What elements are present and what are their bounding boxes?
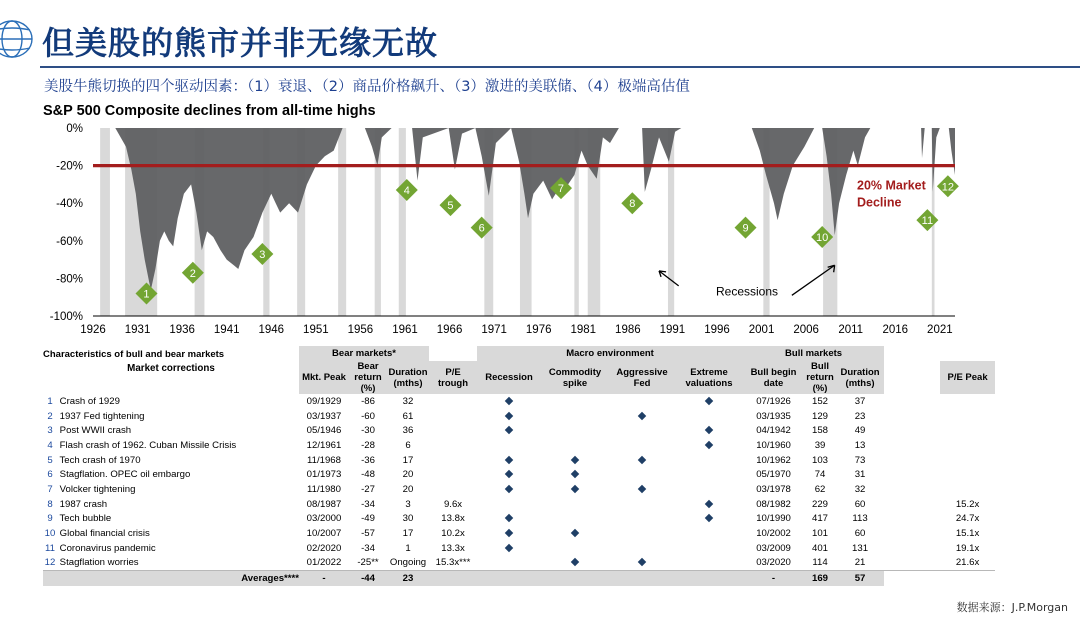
x-tick-label: 1931 [124, 324, 151, 336]
bear-duration-cell: 61 [402, 410, 414, 422]
avg-bear-return-cell: -44 [349, 571, 387, 586]
recession-cell [477, 394, 541, 409]
bear-return-cell: -25** [349, 556, 387, 571]
bull-begin-cell: 03/1978 [756, 483, 791, 495]
x-tick-label: 1991 [659, 324, 686, 336]
correction-name: 2 1937 Fed tightening [47, 410, 145, 422]
fed-cell [609, 423, 675, 438]
pe-peak-cell [940, 467, 995, 482]
mkt-peak-cell: 01/2022 [299, 556, 349, 571]
bull-duration-cell: 13 [854, 439, 866, 451]
x-tick-label: 2021 [927, 324, 953, 336]
bull-begin-cell: 08/1982 [756, 498, 791, 510]
commodity-cell [541, 541, 609, 556]
diamond-marker [705, 514, 713, 522]
page-title: 但美股的熊市并非无缘无故 [42, 24, 439, 62]
x-tick-label: 1936 [169, 324, 195, 336]
commodity-cell [541, 467, 609, 482]
fed-cell [609, 482, 675, 497]
diamond-marker [638, 485, 646, 493]
valuation-cell [675, 409, 743, 424]
spacer-cell [884, 497, 940, 512]
col-bull-duration: Duration (mths) [836, 361, 884, 394]
pe-peak-cell [940, 409, 995, 424]
diamond-marker [705, 426, 713, 434]
fed-cell [609, 467, 675, 482]
commodity-cell [541, 482, 609, 497]
diamond-marker [705, 499, 713, 507]
y-tick-label: -60% [56, 235, 83, 248]
event-marker-label: 3 [259, 248, 266, 261]
diamond-marker [571, 470, 579, 478]
y-tick-label: -100% [49, 311, 83, 323]
recession-band [399, 128, 406, 316]
pe-trough-cell: 9.6x [443, 498, 463, 510]
source-note: 数据来源：J.P.Morgan [956, 601, 1068, 614]
x-tick-label: 1981 [570, 324, 597, 336]
col-bear-return: Bear return (%) [349, 361, 387, 394]
x-tick-label: 1996 [704, 324, 730, 336]
diamond-marker [505, 397, 513, 405]
col-mkt-peak: Mkt. Peak [299, 361, 349, 394]
diamond-marker [571, 485, 579, 493]
bull-bear-table [43, 346, 995, 586]
diamond-marker [638, 455, 646, 463]
diamond-marker [571, 455, 579, 463]
commodity-cell [541, 394, 609, 409]
commodity-cell [541, 409, 609, 424]
bear-markets-group-header: Bear markets* [299, 346, 429, 361]
mkt-peak-cell: 12/1961 [306, 439, 342, 451]
y-tick-label: 0% [66, 123, 83, 135]
x-tick-label: 1966 [436, 324, 463, 336]
averages-label: Averages**** [43, 571, 299, 586]
recession-cell [477, 526, 541, 541]
bull-return-cell: 401 [812, 542, 829, 554]
event-marker-label: 1 [143, 288, 150, 301]
x-tick-label: 2001 [748, 324, 775, 336]
bull-return-cell: 229 [812, 498, 829, 510]
event-marker-label: 6 [478, 222, 485, 235]
valuation-cell [675, 512, 743, 527]
bull-begin-cell: 04/1942 [756, 425, 791, 437]
avg-bull-return-cell: 169 [804, 571, 836, 586]
bear-return-cell: -57 [361, 528, 375, 540]
recession-cell [477, 453, 541, 468]
bull-return-cell: 62 [814, 483, 826, 495]
mkt-peak-cell: 03/2000 [306, 513, 342, 525]
bull-return-cell: 417 [812, 513, 829, 525]
bear-duration-cell: 20 [402, 483, 414, 495]
commodity-cell [541, 438, 609, 453]
x-tick-label: 1946 [258, 324, 285, 336]
event-marker-label: 10 [816, 232, 829, 245]
avg-empty-cell [675, 571, 743, 586]
bear-duration-cell: 36 [402, 425, 414, 437]
pe-trough-cell [429, 394, 477, 409]
x-tick-label: 1951 [303, 324, 329, 336]
col-pe-trough: P/E trough [429, 361, 477, 394]
valuation-cell [675, 497, 743, 512]
x-tick-label: 1986 [615, 324, 641, 336]
avg-empty-cell [429, 571, 477, 586]
col-commodity-spike: Commodity spike [541, 361, 609, 394]
commodity-cell [541, 556, 609, 571]
diamond-marker [505, 514, 513, 522]
event-marker-label: 4 [403, 185, 410, 198]
bull-duration-cell: 73 [854, 454, 866, 466]
mkt-peak-cell: 08/1987 [306, 498, 342, 510]
recession-cell [477, 556, 541, 571]
pe-trough-cell: 15.3x*** [429, 556, 477, 571]
page-subtitle: 美股牛熊切换的四个驱动因素：（1）衰退、（2）商品价格飙升、（3）激进的美联储、（4）极端高估值 [44, 79, 690, 95]
x-tick-label: 2016 [882, 324, 909, 336]
threshold-label-line2: Decline [857, 195, 902, 210]
chart-title: S&P 500 Composite declines from all-time highs [43, 103, 376, 119]
recession-cell [477, 423, 541, 438]
spacer-cell [884, 482, 940, 497]
bear-duration-cell: 6 [405, 439, 411, 451]
recession-cell [477, 541, 541, 556]
averages-row [43, 571, 995, 586]
bear-duration-cell: 1 [405, 542, 411, 554]
pe-peak-cell [940, 394, 995, 409]
spacer-cell [884, 467, 940, 482]
spacer-cell [884, 394, 940, 409]
commodity-cell [541, 423, 609, 438]
x-tick-label: 1961 [392, 324, 418, 336]
mkt-peak-cell: 02/2020 [306, 542, 342, 554]
pe-trough-cell: 13.3x [441, 542, 465, 554]
globe-logo-icon [0, 18, 34, 60]
bull-return-cell: 158 [812, 425, 829, 437]
bull-duration-cell: 37 [854, 395, 866, 407]
bear-return-cell: -49 [361, 513, 375, 525]
fed-cell [609, 409, 675, 424]
diamond-marker [705, 397, 713, 405]
x-tick-label: 2011 [838, 324, 864, 336]
diamond-marker [571, 558, 579, 566]
event-marker-label: 8 [629, 198, 636, 211]
table-row [43, 394, 995, 409]
table-row [43, 497, 995, 512]
mkt-peak-cell: 10/2007 [306, 528, 342, 540]
col-pe-peak: P/E Peak [940, 361, 995, 394]
x-tick-label: 1941 [213, 324, 240, 336]
col-aggressive-fed: Aggressive Fed [609, 361, 675, 394]
diamond-marker [505, 470, 513, 478]
table-row [43, 423, 995, 438]
valuation-cell [675, 482, 743, 497]
bull-begin-cell: 05/1970 [756, 469, 791, 481]
bear-return-cell: -36 [361, 454, 375, 466]
bull-duration-cell: 131 [852, 542, 869, 554]
commodity-cell [541, 512, 609, 527]
diamond-marker [505, 426, 513, 434]
bull-return-cell: 114 [804, 556, 836, 571]
recession-cell [477, 512, 541, 527]
event-marker-label: 7 [557, 183, 565, 196]
bull-return-cell: 103 [812, 454, 829, 466]
spacer-cell [884, 541, 940, 556]
bull-begin-cell: 03/2020 [743, 556, 804, 571]
table-row [43, 526, 995, 541]
pe-trough-cell [429, 453, 477, 468]
correction-name: 5 Tech crash of 1970 [47, 454, 141, 466]
table-row [43, 541, 995, 556]
x-tick-label: 1976 [525, 324, 552, 336]
x-tick-label: 2006 [793, 324, 819, 336]
correction-name: 3 Post WWII crash [47, 425, 132, 437]
table-row [43, 409, 995, 424]
avg-bull-duration-cell: 57 [836, 571, 884, 586]
bull-duration-cell: 32 [854, 483, 866, 495]
bear-duration-cell: Ongoing [387, 556, 429, 571]
fed-cell [609, 556, 675, 571]
table-row [43, 467, 995, 482]
diamond-marker [505, 485, 513, 493]
mkt-peak-cell: 11/1968 [307, 454, 341, 466]
bear-return-cell: -86 [361, 395, 375, 407]
avg-bull-begin-cell: - [743, 571, 804, 586]
valuation-cell [675, 526, 743, 541]
bull-markets-group-header: Bull markets [743, 346, 884, 361]
bull-begin-cell: 10/2002 [756, 528, 791, 540]
event-marker-label: 5 [447, 200, 454, 213]
y-tick-label: -80% [56, 273, 83, 286]
drawdown-chart [0, 118, 1080, 340]
spacer-cell [884, 453, 940, 468]
table-title: Characteristics of bull and bear markets Market corrections [43, 346, 299, 394]
correction-name: 9 Tech bubble [47, 513, 112, 525]
avg-spacer-cell [884, 571, 940, 586]
event-marker-label: 2 [189, 267, 196, 280]
valuation-cell [675, 438, 743, 453]
bear-return-cell: -48 [361, 469, 375, 481]
diamond-marker [505, 543, 513, 551]
mkt-peak-cell: 05/1946 [306, 425, 342, 437]
mkt-peak-cell: 01/1973 [306, 469, 342, 481]
diamond-marker [505, 529, 513, 537]
spacer-cell [884, 423, 940, 438]
valuation-cell [675, 453, 743, 468]
fed-cell [609, 526, 675, 541]
fed-cell [609, 438, 675, 453]
col-recession: Recession [477, 361, 541, 394]
recession-cell [477, 409, 541, 424]
pe-peak-cell [940, 423, 995, 438]
fed-cell [609, 497, 675, 512]
table-row [43, 512, 995, 527]
pe-trough-cell [429, 467, 477, 482]
diamond-marker [705, 441, 713, 449]
table-row [43, 482, 995, 497]
bull-return-cell: 129 [812, 410, 829, 422]
bull-duration-cell: 60 [854, 498, 866, 510]
bull-return-cell: 101 [812, 528, 829, 540]
y-tick-label: -40% [56, 198, 83, 211]
bull-duration-cell: 31 [854, 469, 866, 481]
bull-begin-cell: 07/1926 [756, 395, 791, 407]
correction-name: 7 Volcker tightening [47, 483, 136, 495]
bull-begin-cell: 03/1935 [756, 410, 791, 422]
recession-band [100, 128, 110, 316]
valuation-cell [675, 394, 743, 409]
bull-duration-cell: 60 [854, 528, 866, 540]
spacer-cell [884, 526, 940, 541]
recession-cell [477, 497, 541, 512]
avg-peak-cell: - [299, 571, 349, 586]
correction-name: 1 Crash of 1929 [47, 395, 120, 407]
valuation-cell [675, 556, 743, 571]
bear-duration-cell: 30 [402, 513, 414, 525]
col-bull-return: Bull return (%) [804, 361, 836, 394]
valuation-cell [675, 541, 743, 556]
pe-trough-cell: 13.8x [441, 513, 465, 525]
bull-begin-cell: 10/1960 [756, 439, 791, 451]
market-corrections-header: Market corrections [127, 363, 215, 374]
commodity-cell [541, 453, 609, 468]
threshold-label-line1: 20% Market [857, 178, 926, 193]
pe-peak-cell [940, 438, 995, 453]
fed-cell [609, 394, 675, 409]
pe-trough-cell [429, 423, 477, 438]
mkt-peak-cell: 09/1929 [306, 395, 342, 407]
valuation-cell [675, 423, 743, 438]
correction-name: 10 Global financial crisis [44, 528, 150, 540]
bear-return-cell: -30 [361, 425, 375, 437]
pe-peak-cell: 19.1x [955, 542, 980, 554]
spacer-cell [884, 556, 940, 571]
correction-name: 12 Stagflation worries [43, 556, 299, 571]
pe-peak-cell: 15.2x [955, 498, 980, 510]
spacer-cell [884, 512, 940, 527]
bear-duration-cell: 32 [402, 395, 414, 407]
recession-cell [477, 482, 541, 497]
mkt-peak-cell: 11/1980 [307, 483, 341, 495]
bull-return-cell: 74 [814, 469, 826, 481]
x-tick-label: 1956 [347, 324, 374, 336]
bear-duration-cell: 3 [405, 498, 411, 510]
correction-name: 11 Coronavirus pandemic [45, 542, 156, 554]
pe-trough-cell [429, 409, 477, 424]
bull-duration-cell: 113 [852, 513, 868, 525]
avg-empty-cell [609, 571, 675, 586]
col-bear-duration: Duration (mths) [387, 361, 429, 394]
bear-duration-cell: 17 [402, 454, 414, 466]
bull-begin-cell: 10/1990 [756, 513, 791, 525]
recessions-label: Recessions [715, 284, 779, 299]
event-marker-label: 9 [742, 222, 749, 235]
diamond-marker [505, 411, 513, 419]
bull-return-cell: 152 [812, 395, 829, 407]
pe-peak-cell: 24.7x [955, 513, 980, 525]
avg-empty-cell [940, 571, 995, 586]
bear-return-cell: -28 [361, 439, 375, 451]
bear-duration-cell: 17 [402, 528, 414, 540]
col-bull-begin: Bull begin date [743, 361, 804, 394]
avg-bear-duration-cell: 23 [387, 571, 429, 586]
diamond-marker [505, 455, 513, 463]
commodity-cell [541, 526, 609, 541]
table-row [43, 556, 995, 571]
pe-trough-cell [429, 438, 477, 453]
bear-duration-cell: 20 [402, 469, 414, 481]
diamond-marker [638, 411, 646, 419]
title-divider [40, 66, 1080, 68]
bull-duration-cell: 23 [854, 410, 866, 422]
recession-cell [477, 438, 541, 453]
pe-peak-cell: 21.6x [940, 556, 995, 571]
fed-cell [609, 512, 675, 527]
x-tick-label: 1971 [481, 324, 507, 336]
mkt-peak-cell: 03/1937 [306, 410, 342, 422]
diamond-marker [638, 558, 646, 566]
event-marker-label: 11 [921, 215, 934, 228]
correction-name: 8 1987 crash [47, 498, 108, 510]
bull-begin-cell: 03/2009 [756, 542, 791, 554]
table-row [43, 453, 995, 468]
commodity-cell [541, 497, 609, 512]
recession-cell [477, 467, 541, 482]
fed-cell [609, 541, 675, 556]
bear-return-cell: -60 [361, 410, 375, 422]
spacer-cell [884, 438, 940, 453]
y-tick-label: -20% [56, 160, 83, 173]
bull-duration-cell: 49 [854, 425, 866, 437]
pe-peak-cell [940, 482, 995, 497]
valuation-cell [675, 467, 743, 482]
event-marker-label: 12 [941, 181, 954, 194]
correction-name: 4 Flash crash of 1962. Cuban Missile Crisis [47, 439, 237, 451]
bull-begin-cell: 10/1962 [756, 454, 791, 466]
bear-return-cell: -27 [361, 483, 375, 495]
avg-empty-cell [477, 571, 541, 586]
pe-trough-cell: 10.2x [441, 528, 465, 540]
spacer-cell [884, 409, 940, 424]
pe-peak-cell: 15.1x [955, 528, 980, 540]
x-tick-label: 1926 [80, 324, 106, 336]
fed-cell [609, 453, 675, 468]
bull-duration-cell: 21 [836, 556, 884, 571]
bear-return-cell: -34 [361, 542, 375, 554]
recession-band [338, 128, 346, 316]
pe-peak-cell [940, 453, 995, 468]
table-row [43, 438, 995, 453]
col-extreme-valuations: Extreme valuations [675, 361, 743, 394]
correction-name: 6 Stagflation. OPEC oil embargo [47, 469, 191, 481]
bull-return-cell: 39 [814, 439, 826, 451]
pe-trough-cell [429, 482, 477, 497]
diamond-marker [571, 529, 579, 537]
avg-empty-cell [541, 571, 609, 586]
bear-return-cell: -34 [361, 498, 375, 510]
macro-group-header: Macro environment [477, 346, 743, 361]
